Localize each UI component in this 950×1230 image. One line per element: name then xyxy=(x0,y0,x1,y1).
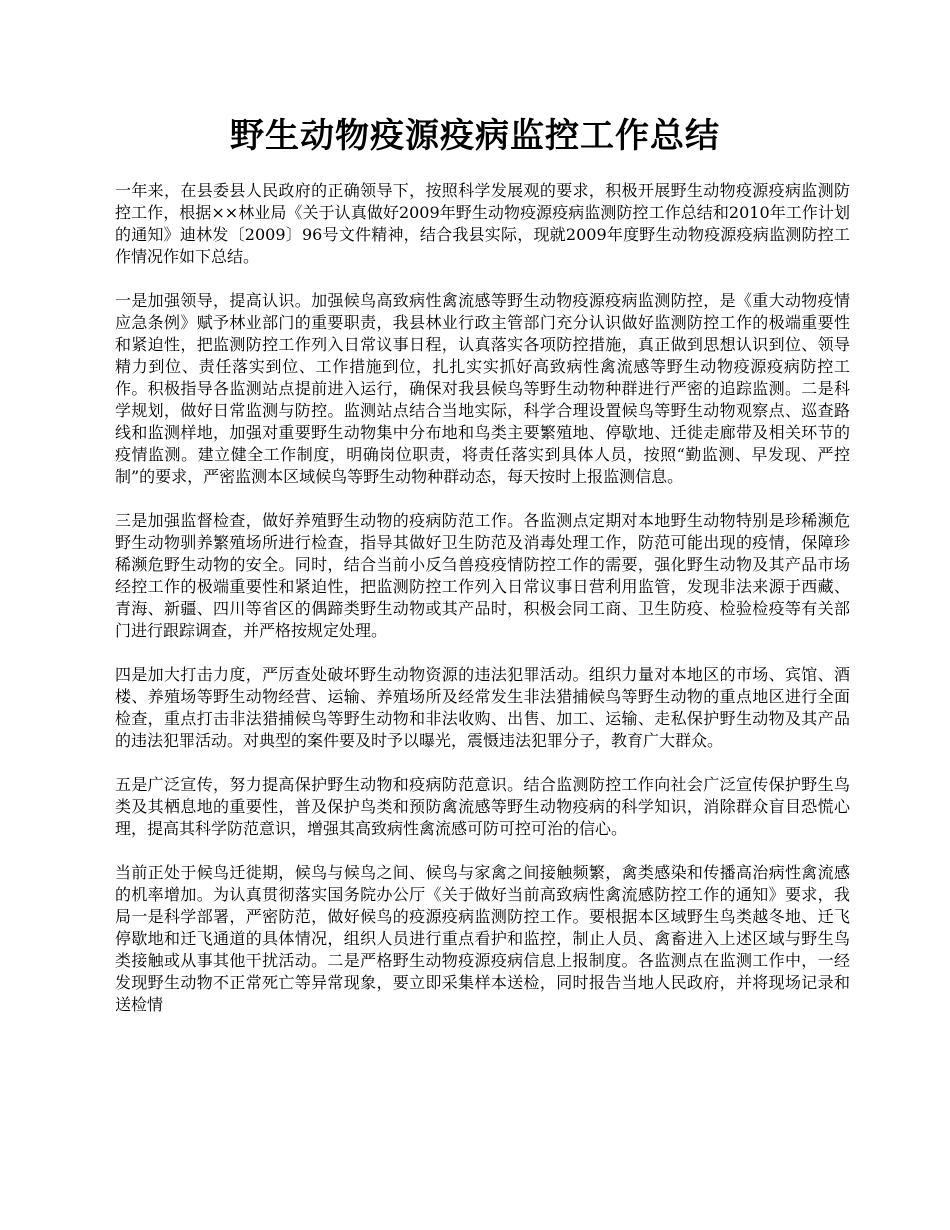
paragraph-leadership-and-monitoring: 一是加强领导，提高认识。加强候鸟高致病性禽流感等野生动物疫源疫病监测防控，是《重大动物疫情应急条例》赋予林业部门的重要职责，我县林业行政主管部门充分认识做好监测防控工作的极端重要性和紧迫性，把监测防控工作列入日常议事日程，认真落实各项防控措施，真正做到思想认识到位、领导精力到位、责任落实到位、工作措施到位，扎扎实实抓好高致病性禽流感等野生动物疫源疫病防控工作。积极指导各监测站点提前进入运行，确保对我县候鸟等野生动物种群进行严密的追踪监测。二是科学规划，做好日常监测与防控。监测站点结合当地实际，科学合理设置候鸟等野生动物观察点、巡查路线和监测样地，加强对重要野生动物集中分布地和鸟类主要繁殖地、停歇地、迁徙走廊带及相关环节的疫情监测。建立健全工作制度，明确岗位职责，将责任落实到具体人员，按照“勤监测、早发现、严控制”的要求，严密监测本区域候鸟等野生动物种群动态，每天按时上报监测信息。 xyxy=(115,291,850,486)
paragraph-supervision: 三是加强监督检查，做好养殖野生动物的疫病防范工作。各监测点定期对本地野生动物特别是珍稀濒危野生动物驯养繁殖场所进行检查，指导其做好卫生防范及消毒处理工作，防范可能出现的疫情，保障珍稀濒危野生动物的安全。同时，结合当前小反刍兽疫疫情防控工作的需要，强化野生动物及其产品市场经控工作的极端重要性和紧迫性，把监测防控工作列入日常议事日营利用监管，发现非法来源于西藏、青海、新疆、四川等省区的偶蹄类野生动物或其产品时，积极会同工商、卫生防疫、检验检疫等有关部门进行跟踪调查，并严格按规定处理。 xyxy=(115,511,850,640)
paragraph-enforcement: 四是加大打击力度，严厉查处破坏野生动物资源的违法犯罪活动。组织力量对本地区的市场、宾馆、酒楼、养殖场等野生动物经营、运输、养殖场所及经常发生非法猎捕候鸟等野生动物的重点地区进行全面检查，重点打击非法猎捕候鸟等野生动物和非法收购、出售、加工、运输、走私保护野生动物及其产品的违法犯罪活动。对典型的案件要及时予以曝光，震慑违法犯罪分子，教育广大群众。 xyxy=(115,665,850,750)
document-body xyxy=(115,180,850,1038)
paragraph-intro: 一年来，在县委县人民政府的正确领导下，按照科学发展观的要求，积极开展野生动物疫源疫病监测防控工作，根据××林业局《关于认真做好2009年野生动物疫源疫病监测防控工作总结和2010年工作计划的通知》迪林发〔2009〕96号文件精神，结合我县实际，现就2009年度野生动物疫源疫病监测防控工作情况作如下总结。 xyxy=(115,181,850,266)
paragraph-publicity: 五是广泛宣传，努力提高保护野生动物和疫病防范意识。结合监测防控工作向社会广泛宣传保护野生鸟类及其栖息地的重要性，普及保护鸟类和预防禽流感等野生动物疫病的科学知识，消除群众盲目恐慌心理，提高其科学防范意识，增强其高致病性禽流感可防可控可治的信心。 xyxy=(115,775,850,838)
paragraph-current-situation: 当前正处于候鸟迁徙期，候鸟与候鸟之间、候鸟与家禽之间接触频繁，禽类感染和传播高治病性禽流感的机率增加。为认真贯彻落实国务院办公厅《关于做好当前高致病性禽流感防控工作的通知》要求，我局一是科学部署，严密防范，做好候鸟的疫源疫病监测防控工作。要根据本区域野生鸟类越冬地、迁飞停歇地和迁飞通道的具体情况，组织人员进行重点看护和监控，制止人员、禽畜进入上述区域与野生鸟类接触或从事其他干扰活动。二是严格野生动物疫源疫病信息上报制度。各监测点在监测工作中，一经发现野生动物不正常死亡等异常现象，要立即采集样本送检，同时报告当地人民政府，并将现场记录和送检情 xyxy=(115,863,850,1014)
document-title: 野生动物疫源疫病监控工作总结 xyxy=(230,116,720,156)
